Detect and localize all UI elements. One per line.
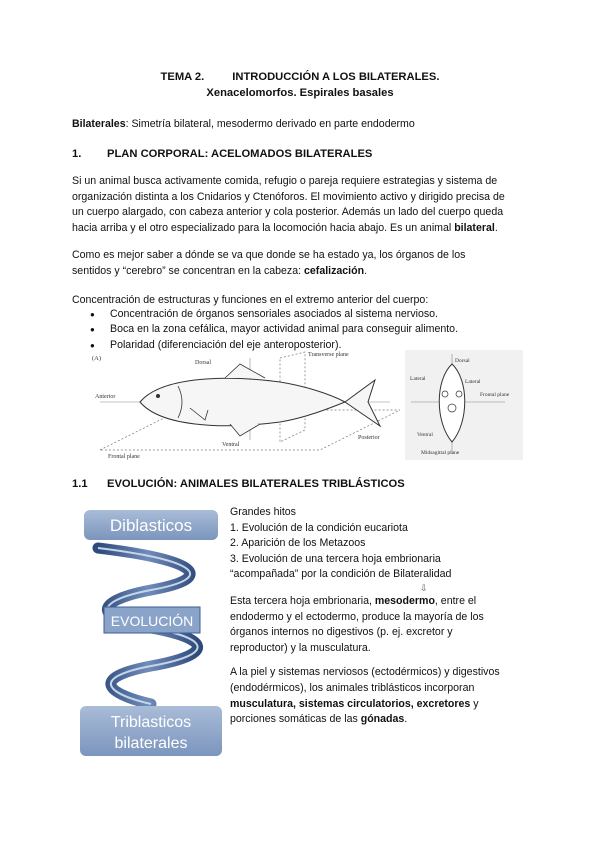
text-line: sentidos y “cerebro” se concentran en la cabeza: cefalización. — [72, 264, 368, 277]
fish-body-planes-figure — [90, 350, 406, 460]
intro-line — [72, 117, 532, 133]
list-item: ● Concentración de órganos sensoriales asociados al sistema nervioso. — [72, 307, 532, 322]
bold-term: bilateral — [454, 221, 495, 234]
milestone-continuation: “acompañada” por la condición de Bilateralidad — [230, 568, 452, 581]
bold-term: mesodermo — [374, 594, 435, 607]
spacer — [230, 656, 530, 665]
list-item: ● Polaridad (diferenciación del eje anteroposterior). — [72, 338, 532, 353]
topic-number: TEMA 2. — [160, 71, 205, 83]
text-line: un cuerpo alargado, con cabeza anterior y cola posterior. Además un lado del cuerpo queda — [72, 206, 504, 219]
text-line: (endodérmicos), los animales triblásticos incorporan — [230, 681, 475, 694]
section-title: PLAN CORPORAL: ACELOMADOS BILATERALES — [107, 148, 373, 160]
text-line: Como es mejor saber a dónde se va que donde se ha estado ya, los órganos de los — [72, 249, 466, 261]
text-line: Si un animal busca activamente comida, refugio o pareja requiere estrategias y sistema de — [72, 175, 498, 187]
diblasticos-label: Diblasticos — [109, 516, 193, 535]
text-line: órganos internos no digestivos (p. ej. excretor y — [230, 626, 453, 639]
list-item: ● Boca en la zona cefálica, mayor actividad animal para conseguir alimento. — [72, 322, 532, 337]
page-subtitle: Xenacelomorfos. Espirales basales — [206, 87, 394, 99]
milestones-title: Grandes hitos — [230, 506, 296, 518]
section-heading-1-1 — [72, 478, 405, 490]
topic-title: INTRODUCCIÓN A LOS BILATERALES. — [232, 71, 440, 83]
fish-tail — [345, 380, 380, 426]
text-line: musculatura, sistemas circulatorios, excretores y — [230, 697, 479, 710]
label-posterior: Posterior — [358, 435, 380, 441]
milestone-item: 2. Aparición de los Metazoos — [230, 537, 366, 550]
label-dorsal: Dorsal — [195, 360, 211, 366]
page-title — [0, 71, 600, 83]
label-dorsal: Dorsal — [455, 358, 470, 364]
label-ventral: Ventral — [417, 432, 433, 438]
label-ventral: Ventral — [222, 442, 240, 448]
ventral-fin — [230, 424, 260, 436]
intro-text: : Simetría bilateral, mesodermo derivado en parte endodermo — [125, 118, 415, 130]
bold-term: cefalización — [304, 264, 365, 277]
evolucion-label: EVOLUCIÓN — [110, 613, 194, 629]
text-line: Esta tercera hoja embrionaria, mesodermo, entre el — [230, 594, 477, 607]
cross-section-figure — [405, 350, 523, 460]
figure-label-a: (A) — [92, 355, 102, 362]
text-line: hacia arriba y el otro especializado para la locomoción hacia abajo. Es un animal bilateral. — [72, 221, 498, 234]
section-heading-1 — [72, 148, 372, 160]
label-anterior: Anterior — [95, 394, 116, 400]
label-midsagittal-plane: Midsagittal plane — [421, 450, 460, 456]
bullet-list — [72, 307, 532, 353]
section-title: EVOLUCIÓN: ANIMALES BILATERALES TRIBLÁSTICOS — [107, 478, 405, 490]
triblasticos-label-line2: bilaterales — [114, 735, 188, 752]
milestone-item: 3. Evolución de una tercera hoja embrionaria — [230, 552, 441, 565]
text-line: organización distinta a los Cnidarios y Ctenóforos. El movimiento activo y dirigido precisa de — [72, 190, 505, 203]
intro-term: Bilaterales — [72, 118, 126, 130]
bold-term: musculatura, sistemas circulatorios, excretores — [230, 697, 471, 710]
dorsal-fin — [225, 364, 265, 378]
milestone-item: 1. Evolución de la condición eucariota — [230, 521, 408, 534]
label-frontal-plane: Frontal plane — [108, 454, 140, 460]
text-line: reproductor) y la musculatura. — [230, 641, 371, 654]
fish-eye — [156, 394, 160, 398]
fish-body — [140, 378, 345, 425]
text-line: porciones somáticas de las gónadas. — [230, 713, 408, 726]
paragraph-movement — [72, 174, 532, 236]
paragraph-concentration: Concentración de estructuras y funciones en el extremo anterior del cuerpo: — [72, 294, 429, 306]
triblasticos-label-line1: Triblasticos — [110, 714, 192, 731]
down-arrow-icon: ⇩ — [420, 582, 428, 593]
bold-term: gónadas — [360, 713, 405, 726]
paragraph-cephalization — [72, 248, 532, 279]
evolution-graphic — [78, 508, 224, 758]
section-number: 1.1 — [72, 478, 88, 490]
label-lateral-left: Lateral — [410, 376, 426, 382]
label-frontal-plane: Frontal plane — [480, 392, 510, 398]
milestones-column — [230, 505, 530, 728]
text-line: A la piel y sistemas nerviosos (ectodérmicos) y digestivos — [230, 666, 500, 679]
label-transverse-plane: Transverse plane — [308, 352, 349, 358]
section-number: 1. — [72, 148, 82, 160]
label-lateral-right: Lateral — [465, 379, 481, 385]
text-line: endodermo y el ectodermo, produce la mayoría de los — [230, 610, 484, 623]
